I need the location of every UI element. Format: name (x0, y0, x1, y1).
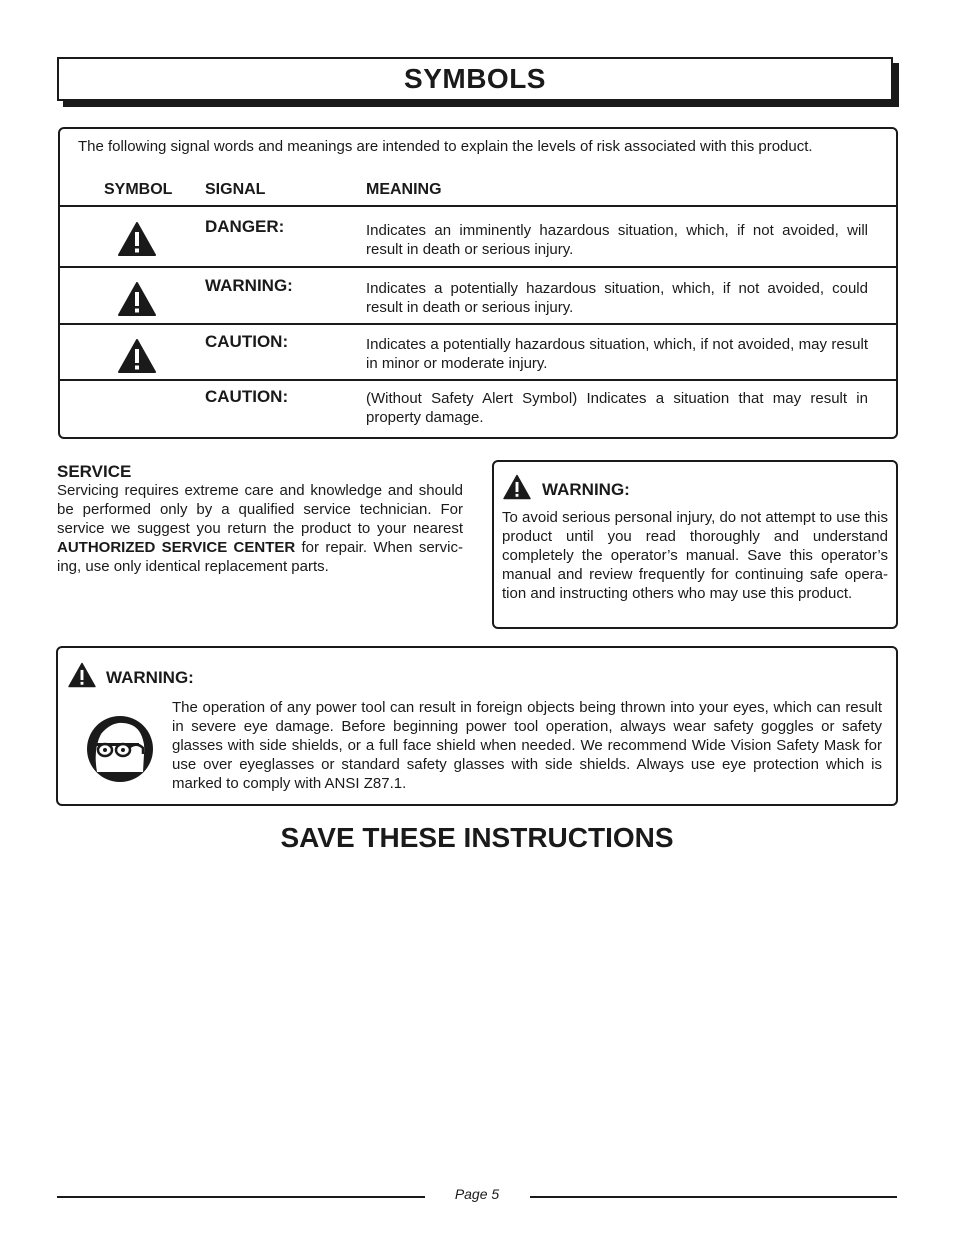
service-title: SERVICE (57, 462, 132, 481)
signal-caution-no-symbol: CAUTION: (205, 387, 289, 406)
safety-alert-triangle-icon (117, 221, 157, 257)
signal-caution: CAUTION: (205, 332, 289, 351)
meaning-warning: Indicates a potentially hazardous situation, which, if not avoided, could result in death or serious injury. (366, 280, 868, 316)
warning-eye-label: WARNING: (106, 668, 194, 687)
safety-alert-triangle-icon (117, 338, 157, 374)
page-number: Page 5 (454, 1186, 500, 1202)
save-instructions-title: SAVE THESE INSTRUCTIONS (280, 822, 674, 853)
symbols-banner (57, 57, 893, 101)
warning-eye-box (56, 646, 898, 806)
warning-manual-text: To avoid serious personal injury, do not attempt to use this product until you read thoroughly and understand completely the operator’s manual. Save this operator’s manual and review frequently for continuing safe opera-tion and instructing others who may use this product. (502, 509, 888, 602)
signal-warning: WARNING: (205, 276, 293, 295)
safety-alert-triangle-icon (117, 281, 157, 317)
signal-danger: DANGER: (205, 217, 285, 236)
table-row (60, 266, 896, 324)
table-row (60, 379, 896, 439)
table-row (60, 205, 896, 267)
warning-manual-box (492, 460, 898, 629)
column-header-signal: SIGNAL (205, 181, 266, 198)
warning-eye-text: The operation of any power tool can result in foreign objects being thrown into your eyes, which can result in severe eye damage. Before beginning power tool operation, always wear safety goggles or safety glasses with side shields, or a full face shield when needed. We recommend Wide Vision Safety Mask for use over eyeglasses or standard safety glasses with side shields. Always use eye protection which is marked to comply with ANSI Z87.1. (172, 699, 882, 792)
authorized-service-center: AUTHORIZED SERVICE CENTER (57, 539, 296, 556)
page-title: SYMBOLS (404, 63, 546, 94)
table-row (60, 323, 896, 380)
meaning-danger: Indicates an imminently hazardous situation, which, if not avoided, will result in death or serious injury. (366, 222, 868, 258)
symbols-table (58, 127, 898, 439)
meaning-caution: Indicates a potentially hazardous situation, which, if not avoided, may result in minor or moderate injury. (366, 336, 868, 372)
warning-manual-label: WARNING: (542, 480, 630, 499)
eye-protection-icon (85, 714, 155, 784)
column-header-symbol: SYMBOL (104, 181, 173, 198)
service-text-part: for repair. When servic-ing, use only identical replacement parts. (57, 539, 463, 575)
meaning-caution-no-symbol: (Without Safety Alert Symbol) Indicates a situation that may result in property damage. (366, 390, 868, 426)
service-text (57, 481, 463, 576)
service-text-part: Servicing requires extreme care and knowledge and should be performed only by a qualified service technician. For service we suggest you return the product to your nearest (57, 482, 463, 537)
safety-alert-triangle-icon (502, 474, 532, 500)
symbols-intro: The following signal words and meanings are intended to explain the levels of risk associated with this product. (78, 138, 813, 155)
column-header-meaning: MEANING (366, 181, 442, 198)
safety-alert-triangle-icon (67, 662, 97, 688)
